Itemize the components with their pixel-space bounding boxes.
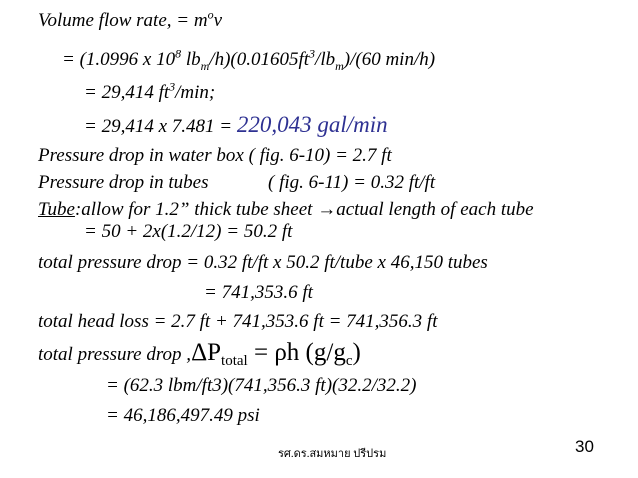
text: /min; [175,82,216,103]
text: = 29,414 ft [84,82,170,103]
delta-p-symbol: ΔP [191,339,222,366]
formula-text: = ρh (g/g [247,339,346,366]
text: :allow for 1.2” thick tube sheet [74,199,318,220]
text: actual length of each tube [336,199,534,220]
text: = 29,414 x 7.481 = [84,116,237,137]
superscript: 3 [169,79,176,94]
line-pressure-formula [38,339,361,369]
superscript: o [207,7,214,22]
line-total-pressure-drop: total pressure drop = 0.32 ft/ft x 50.2 ft/tube x 46,150 tubes [38,252,488,273]
superscript: 3 [309,46,316,61]
line-tube-drop [38,172,436,194]
text: lb [181,49,201,70]
page-number: 30 [575,437,594,456]
subscript: total [221,352,248,369]
text: )/(60 min/h) [343,49,436,70]
formula-text: ) [352,339,361,366]
line-pressure-substitution: = (62.3 lbm/ft3)(741,356.3 ft)(32.2/32.2) [106,375,417,396]
text: /h)(0.01605ft [209,49,310,70]
text: = (1.0996 x 10 [62,49,176,70]
line-tube-allowance [38,199,534,221]
text: Pressure drop in tubes [38,172,209,193]
footer-author: รศ.ดร.สมหมาย ปรีปรม [278,448,387,460]
arrow-right-icon: → [317,199,337,220]
underlined-text: Tube [38,199,75,220]
text: ( fig. 6-11) = 0.32 ft/ft [268,172,436,193]
superscript: 8 [175,46,182,61]
text: v [213,10,222,31]
subscript: m [200,58,210,73]
line-flow-ft3-min [84,79,216,104]
line-flow-gal-min [84,114,388,138]
line-volume-flow-rate [38,7,222,32]
subscript: c [345,352,353,369]
text: /lb [315,49,336,70]
highlighted-result: 220,043 gal/min [236,112,388,137]
line-flow-calculation [62,46,436,73]
line-total-head-loss: total head loss = 2.7 ft + 741,353.6 ft = 741,356.3 ft [38,311,438,332]
line-pressure-result: = 46,186,497.49 psi [106,405,260,426]
line-tube-length: = 50 + 2x(1.2/12) = 50.2 ft [84,221,293,242]
line-water-box-drop: Pressure drop in water box ( fig. 6-10) = 2.7 ft [38,145,392,166]
text: total pressure drop , [38,344,192,365]
line-total-pressure-result: = 741,353.6 ft [204,282,313,303]
subscript: m [335,58,344,73]
text: Volume flow rate, = m [38,10,208,31]
